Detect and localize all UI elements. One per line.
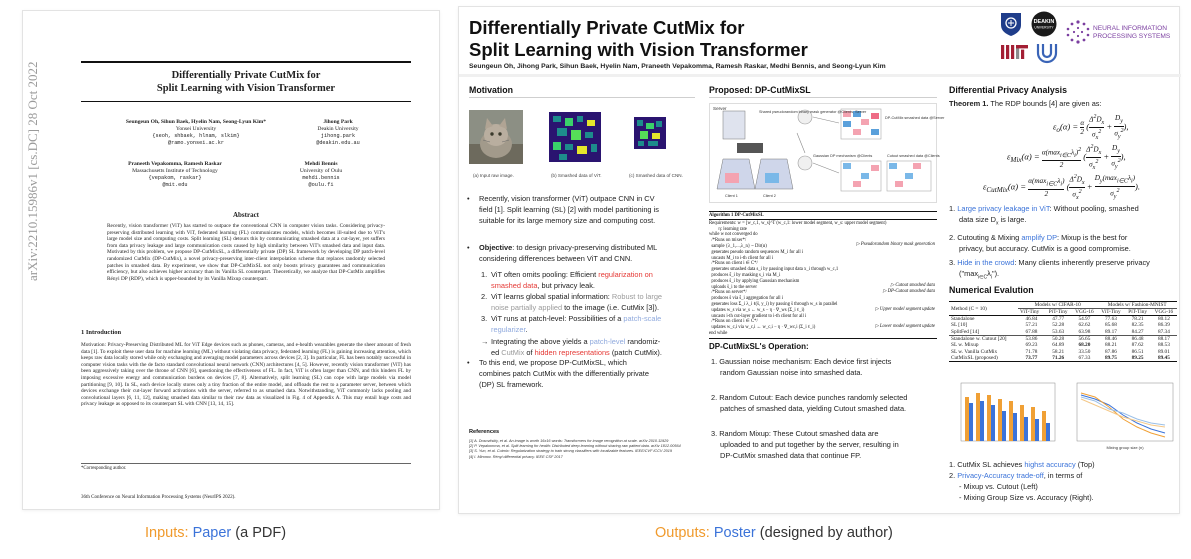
poster-authors: Seungeun Oh, Jihong Park, Sihun Baek, Hyelin Nam, Praneeth Vepakomma, Ramesh Raskar, Medhi Bennis, and Seong-Lyun Kim bbox=[469, 63, 886, 70]
table-row bbox=[949, 335, 1177, 342]
chart-left-frame bbox=[961, 383, 1055, 441]
algorithm-line: uncasts i-th cut-layer gradient to i-th client for all i bbox=[709, 313, 807, 319]
chart-right-frame bbox=[1077, 383, 1173, 441]
deakin-logo-sub: UNIVERSITY bbox=[1034, 25, 1054, 30]
equation-3: $\varepsilon_{CutMix}(\alpha)$ = $\frac{\alpha(\max_{i\in C}\lambda_i)}{2}$ ( $\frac{\Delta^2D_x}{\sigma_x^2}$ + $\frac{D_y(\max_{i\in C}\lambda_i)}{\sigma_y^2}$ ). bbox=[983, 174, 1141, 201]
table-cell: 86.48 bbox=[1131, 335, 1144, 342]
table-group-2: Models w/ Fashion-MNIST bbox=[1097, 302, 1177, 309]
operation-line: uploaded to and put together by the server, resulting in bbox=[720, 440, 899, 449]
equation-2: $\varepsilon_{Mix}(\alpha)$ = $\frac{\alpha(\max_{i\in C}\lambda_i)^2}{2}$ ( $\frac{\Delta^2D_x}{\sigma_x^2}$ + $\frac{D_y}{\sigma_y^2}$ ), bbox=[1007, 144, 1126, 171]
inputs-note: (a PDF) bbox=[235, 525, 287, 541]
table-cell: 68.20 bbox=[1078, 342, 1091, 349]
cat-photo bbox=[469, 110, 523, 164]
author-block-3 bbox=[105, 161, 245, 189]
motivation-bullet-3: • bbox=[467, 358, 470, 367]
algorithm-line: /*Runs on server*/ bbox=[709, 290, 747, 296]
footnote: *Corresponding author. bbox=[81, 463, 411, 471]
r2-pre: 2. bbox=[949, 471, 958, 480]
author-email-domain: @deakin.edu.au bbox=[316, 140, 360, 146]
n1-post: , but privacy leak. bbox=[537, 281, 595, 290]
algorithm-title: Algorithm 1 DP-CutMixSL bbox=[709, 213, 937, 220]
algorithm-line: produces s̃_i by masking s_i via M_i bbox=[709, 272, 781, 278]
table-group-1: Models w/ CIFAR-10 bbox=[1018, 302, 1097, 309]
table-row bbox=[949, 342, 1177, 349]
dp-l3-line2: ("max bbox=[959, 269, 979, 279]
chart-left-bar bbox=[1046, 423, 1050, 441]
neurips-dots-icon bbox=[1065, 19, 1091, 45]
paper-title-line2: Split Learning with Vision Transformer bbox=[156, 83, 336, 94]
author-email-domain: @oulu.fi bbox=[308, 182, 334, 188]
author-block-2 bbox=[303, 119, 373, 147]
algo-note-4: ▷ Upper model segment update bbox=[875, 307, 935, 312]
algorithm-line: uploads ŝ_i to the server bbox=[709, 284, 757, 290]
author-email: {vepakom, raskar} bbox=[148, 175, 202, 181]
outputs-value: Poster bbox=[713, 525, 756, 541]
table-cell: 82.35 bbox=[1131, 322, 1144, 329]
chart-right bbox=[1067, 379, 1177, 451]
abstract-heading: Abstract bbox=[232, 211, 260, 219]
algorithm-line: while w not converged do bbox=[709, 232, 758, 238]
table-row bbox=[949, 322, 1177, 329]
dp-l2-blue: amplify DP bbox=[1021, 233, 1058, 243]
bullet-line: combines patch CutMix with the differentially private bbox=[479, 369, 649, 378]
outputs-note: (designed by author) bbox=[759, 525, 893, 541]
chart-left-bar bbox=[1009, 401, 1013, 441]
table-cell: 87.34 bbox=[1157, 328, 1170, 335]
reference-item: [2] P. Vepakomma, et al. Split learning for health: Distributed deep learning without sharing raw patient data. arXiv 1812.00564 bbox=[469, 444, 681, 449]
numbered-item-3: 3. ViT runs at patch-level: Possibilities of a patch-scale bbox=[481, 314, 662, 323]
dp-l2-line2: privacy, but accuracy. CutMix is a good compromise. bbox=[959, 244, 1131, 254]
table-cell: 88.53 bbox=[1157, 342, 1170, 349]
proposed-diagram bbox=[709, 103, 945, 203]
proposed-heading: Proposed: DP-CutMixSL bbox=[709, 85, 811, 95]
algorithm-line: generates loss Σ_i λ_i ℓ(ŝ, y_i) by passing ŝ through w_s in parallel bbox=[709, 301, 838, 307]
table-cell: 89.25 bbox=[1131, 355, 1144, 362]
table-cell: 86.51 bbox=[1131, 348, 1144, 355]
n1-pre: ViT often omits pooling: Efficient bbox=[491, 270, 599, 279]
motivation-bullet-2-text bbox=[479, 242, 699, 264]
deakin-logo bbox=[1031, 11, 1057, 37]
numbered-list bbox=[481, 269, 699, 358]
n1-red: regularization on bbox=[598, 270, 653, 279]
r2-b: - Mixing Group Size vs. Accuracy (Right). bbox=[959, 493, 1094, 502]
table-cell: 33.50 bbox=[1078, 348, 1091, 355]
table-row bbox=[949, 316, 1177, 323]
caption-b: (b) Smashed data of ViT. bbox=[551, 173, 602, 178]
table-cell: 56.65 bbox=[1078, 335, 1091, 342]
dp-l1-line2b: is large. bbox=[998, 215, 1027, 224]
table-cell: 71.78 bbox=[1025, 348, 1038, 355]
table-cell: 67.33 bbox=[1078, 355, 1091, 362]
dp-l3-blue: Hide in the crowd bbox=[957, 258, 1015, 268]
results-list bbox=[949, 459, 1177, 503]
arrow-gray: CutMix bbox=[501, 348, 525, 357]
references-heading: References bbox=[469, 429, 500, 435]
objective-label: Objective bbox=[479, 243, 513, 252]
bullet-line: (DP) SL framework. bbox=[479, 380, 544, 389]
table-body bbox=[949, 316, 1177, 362]
table-row bbox=[949, 329, 1177, 336]
caption-c: (c) Smashed data of CNN. bbox=[629, 173, 683, 178]
table-cell: 46.84 bbox=[1025, 316, 1038, 323]
dp-l2-pre: 2. Cutouting & Mixing bbox=[949, 233, 1022, 243]
n2-post: to the image (i.e. CutMix [3]). bbox=[562, 303, 660, 312]
diagram-generator-label: Shared pseudorandom binary mask generator @Clients, Server bbox=[759, 110, 867, 114]
chart-left-bar bbox=[969, 403, 973, 441]
table-cell: SplitFed [14] bbox=[951, 328, 980, 335]
author-affil: Deakin University bbox=[317, 126, 359, 132]
arrow-pre: Integrating the above yields a bbox=[491, 337, 590, 346]
algorithm-line: updates w_c,i via w_c,i ← w_c,i − η · ∇_wc,i (Σ_i ℓ_i) bbox=[709, 325, 816, 331]
author-names: Jihong Park bbox=[323, 119, 353, 125]
n3-pre: ViT runs at patch-level: Possibilities of a bbox=[491, 314, 624, 323]
table-col-header: ViT-Tiny bbox=[1101, 309, 1121, 315]
table-cell: 85.68 bbox=[1104, 322, 1117, 329]
diagram-server-label: Server bbox=[713, 106, 727, 111]
poster-title bbox=[469, 17, 808, 61]
algorithm-box bbox=[709, 211, 937, 339]
table-cell: 89.75 bbox=[1104, 355, 1117, 362]
arrow-mid2: ed bbox=[491, 348, 502, 357]
cnn-smashed-heatmap bbox=[634, 117, 666, 149]
reference-item: [1] A. Dosovitskiy, et al. An image is worth 16x16 words: Transformers for image recognition at scale. arXiv 2010.11929 bbox=[469, 439, 669, 443]
inputs-label bbox=[145, 525, 286, 541]
dp-l3-post: : Many clients inherently preserve privacy bbox=[1014, 258, 1150, 268]
operation-line: 1. Gaussian noise mechanism: Each device first injects bbox=[711, 357, 892, 366]
author-email-domain: @ramo.yonsei.ac.kr bbox=[167, 140, 225, 146]
table-col-header: PiT-Tiny bbox=[1048, 309, 1068, 315]
author-block-1 bbox=[111, 119, 281, 147]
bullet-line: field [1]. Split learning (SL) [2] with model partitioning is bbox=[479, 205, 659, 214]
references-list bbox=[469, 439, 695, 460]
caption-a: (a) Input raw image. bbox=[473, 173, 514, 178]
diagram-noise-label: Gaussian DP mechanism @Clients bbox=[813, 154, 873, 158]
table-cell: 88.46 bbox=[1104, 335, 1117, 342]
table-corner: Method (C = 10) bbox=[951, 305, 987, 312]
table-cell: 62.62 bbox=[1078, 322, 1091, 329]
dp-l1-blue: Large privacy leakage in ViT bbox=[957, 204, 1050, 213]
table-cell: 73.77 bbox=[1025, 355, 1038, 362]
arrow-red: hidden representations bbox=[534, 348, 610, 357]
algorithm-line: generates pseudo random sequences M_i for all i bbox=[709, 249, 804, 255]
table-cell: SL w. Vanilla CutMix bbox=[951, 348, 998, 355]
author-email-domain: @mit.edu bbox=[162, 182, 188, 188]
arrow-mid3: of bbox=[524, 348, 535, 357]
motivation-bullet-2: • bbox=[467, 243, 470, 252]
arxiv-stamp: arXiv:2210.15986v1 [cs.DC] 28 Oct 2022 bbox=[25, 61, 40, 281]
algorithm-line: uncasts M_i to i-th client for all i bbox=[709, 255, 774, 261]
chart-left-bar bbox=[1002, 411, 1006, 441]
neurips-line1: NEURAL INFORMATION bbox=[1093, 25, 1167, 32]
table-col-header: VGG-16 bbox=[1154, 309, 1174, 315]
r2-post: , in terms of bbox=[1043, 471, 1083, 480]
motivation-bullet-1: • bbox=[467, 194, 470, 203]
algo-note-5: ▷ Lower model segment update bbox=[875, 324, 935, 329]
reference-item: [3] S. Yun, et al. Cutmix: Regularization strategy to train strong classifiers with localizable features. IEEE/CVF ICCV 2019 bbox=[469, 449, 672, 454]
chart-left-bar bbox=[965, 397, 969, 441]
poster-title-line2: Split Learning with Vision Transformer bbox=[469, 39, 808, 60]
algorithm-line: updates w_s via w_s ← w_s − η · ∇_ws (Σ_i ℓ_i) bbox=[709, 307, 805, 313]
table-cell: 52.28 bbox=[1052, 322, 1065, 329]
table-cell: 58.21 bbox=[1052, 348, 1065, 355]
operation-line: 2. Random Cutout: Each device punches randomly selected bbox=[711, 393, 908, 402]
theorem-text bbox=[949, 98, 1102, 109]
dp-list: 1. Large privacy leakage in ViT: Without pooling, smashed data size $D_x$ is large. 2. Cutouting & Mixing amplify DP: Mixup is the best for privacy, but accuracy. CutMix is a good compromise. 3. Hide in the crowd: Many clients inherently preserve privacy $("\max_{i\in C}\lambda_i")$. bbox=[949, 203, 1177, 284]
deakin-logo-text: DEAKIN bbox=[1033, 19, 1055, 25]
table-cell: 67.88 bbox=[1025, 328, 1038, 335]
motivation-rule bbox=[469, 97, 695, 98]
chart-left-bar bbox=[980, 401, 984, 441]
table-cell: 53.63 bbox=[1052, 328, 1065, 335]
theorem-body: The RDP bounds [4] are given as: bbox=[988, 99, 1102, 108]
n3-blue2: regularizer bbox=[491, 325, 526, 334]
algo-note-1: ▷ Pseudorandom binary mask generation bbox=[856, 242, 935, 247]
table-cell: 89.17 bbox=[1104, 328, 1117, 335]
arrow-item: → Integrating the above yields a patch-level randomiz- bbox=[481, 337, 661, 346]
operation-line: 3. Random Mixup: These Cutout smashed data are bbox=[711, 429, 879, 438]
table-cell: 87.86 bbox=[1104, 348, 1117, 355]
poster-title-line1: Differentially Private CutMix for bbox=[469, 17, 745, 38]
dp-l3-lambda: λ bbox=[987, 269, 991, 279]
author-names: Seungeun Oh, Sihun Baek, Hyelin Nam, Seong-Lyun Kim* bbox=[125, 119, 267, 125]
table-cell: 80.12 bbox=[1157, 316, 1170, 323]
author-affil: Massachusetts Institute of Technology bbox=[132, 168, 218, 174]
n3-post: . bbox=[525, 325, 528, 334]
author-email: mehdi.bennis bbox=[302, 175, 340, 181]
n2-pre: ViT learns global spatial information: bbox=[491, 292, 612, 301]
neurips-line2: PROCESSING SYSTEMS bbox=[1093, 33, 1171, 40]
table-cell: 88.21 bbox=[1104, 342, 1117, 349]
intro-text: Motivation: Privacy-Preserving Distributed ML for ViT Edge devices such as phones, cameras, and e-health wearables generate the sheer amount of fresh data [1]. To exploit these user data for machine learning (ML) without violating data privacy, federated learning (FL) is gaining increasing attention, which keeps raw data locally stored while only exchanging and averaging model parameters across devices [2, 3]. In particular, FL has been notably successful in computer vision tasks with the de facto standard convolutional neural network (CNN) architectures [4, 5]. However, recently vision transformer (ViT) has been aggressively taking over the throne of CNN [6], questioning the effectiveness of FL. In fact, ViT is often larger than CNN, and this hinders FL by imposing excessive energy and communication burdens on devices [7, 8]. Alternatively, split learning (SL) can cope with large models via model partitioning [9, 10]. In SL, each device locally stores only a tiny fraction of the entire model, and offloads the rest to a parameter server, between which devices exchange their cut-layer forward activations with the server, referred to as smashed data. Notwithstanding, ViT commonly lacks pooling and convolutional layers [6, 11, 12], making smashed data similar to their raw data as visualized in Fig. 4 of Appendix A. This may entail huge costs and privacy leakage as opposed to its counterpart SL with CNN [13, 14, 15]. bbox=[81, 342, 411, 408]
algorithm-line: produces ŝ_i by applying Gaussian mechanism bbox=[709, 278, 800, 284]
algo-note-3: ▷ DP-Cutout smashed data bbox=[882, 289, 935, 294]
chart-left-bar bbox=[1013, 413, 1017, 441]
author-email: {seoh, shbaek, hlnam, slkim} bbox=[152, 133, 240, 139]
oulu-logo bbox=[1035, 41, 1059, 63]
conference-note: 36th Conference on Neural Information Processing Systems (NeurIPS 2022). bbox=[81, 495, 236, 500]
numerical-heading: Numerical Evalution bbox=[949, 285, 1034, 295]
dp-l3-pre: 3. bbox=[949, 258, 958, 268]
poster-header-rule bbox=[459, 74, 1181, 77]
abstract-text: Recently, vision transformer (ViT) has started to outpace the conventional CNN in computer vision tasks. Considering privacy-preserving distributed learning with ViT, federated learning (FL) communicates models, which becomes ill-suited due to ViT's large model size and computing costs. Split learning (SL) detours this by communicating smashed data at a cut-layer, yet suffers from data privacy leakage and large communication costs caused by high similarity between ViT's smashed data and input data. Motivated by this problem, we propose DP-CutMixSL, a differentially private (DP) SL framework by developing DP patch-level randomized CutMix (DP-CutMix), a novel privacy-preserving inter-client interpolation scheme that replaces randomly selected patches in smashed data. By experiment, we show that DP-CutMixSL not only boosts privacy guarantees and communication efficiency, but also achieves higher accuracy than its Vanilla SL counterpart. Theoretically, we analyze that DP-CutMix amplifies Rényi DP (RDP), which is upper-bounded by its Vanilla Mixup counterpart. bbox=[107, 223, 385, 282]
table-cell: 53.86 bbox=[1025, 335, 1038, 342]
chart-left-bar bbox=[1035, 419, 1039, 441]
table-cell: 54.97 bbox=[1078, 316, 1091, 323]
algorithm-line: η: learning rate bbox=[709, 226, 747, 232]
equation-1: $\varepsilon_o(\alpha)$ = $\frac{\alpha}{2}$ ( $\frac{\Delta^2D_x}{\sigma_x^2}$ + $\frac{D_y}{\sigma_y^2}$ ), bbox=[1053, 114, 1129, 141]
chart-left bbox=[951, 379, 1059, 451]
table-col-header: PiT-Tiny bbox=[1128, 309, 1147, 315]
chart-left-bar bbox=[976, 393, 980, 441]
arrow-mid1: randomiz- bbox=[625, 337, 661, 346]
title-rule-top bbox=[81, 61, 411, 63]
table-cell: Standalone bbox=[951, 316, 975, 323]
motivation-bullet-1-text bbox=[479, 193, 699, 226]
algo-note-2: ▷ Cutout smashed data bbox=[890, 283, 935, 288]
table-cell: 69.23 bbox=[1025, 342, 1038, 349]
vit-smashed-heatmap bbox=[549, 112, 601, 162]
author-names: Mehdi Bennis bbox=[304, 161, 338, 167]
chart-left-bar bbox=[1042, 411, 1046, 441]
table-cell: 87.62 bbox=[1131, 342, 1144, 349]
algorithm-line: /*Runs on client i ∈ C*/ bbox=[709, 261, 758, 267]
author-block-4 bbox=[281, 161, 361, 189]
motivation-heading: Motivation bbox=[469, 85, 513, 95]
algorithm-lines bbox=[709, 221, 937, 337]
r1-blue: highst accuracy bbox=[1024, 460, 1076, 469]
title-rule-bottom bbox=[81, 101, 411, 102]
author-affil: University of Oulu bbox=[299, 168, 343, 174]
table-cell: 63.98 bbox=[1078, 328, 1091, 335]
operation-heading: DP-CutMixSL's Operation: bbox=[709, 342, 809, 351]
table-cell: 88.17 bbox=[1157, 335, 1170, 342]
dp-l2-post: : Mixup is the best for bbox=[1057, 233, 1128, 243]
n3-blue: patch-scale bbox=[623, 314, 662, 323]
n1-red2: smashed data bbox=[491, 281, 538, 290]
poster-page bbox=[458, 6, 1180, 514]
proposed-rule bbox=[709, 97, 937, 98]
r1-pre: 1. CutMix SL achieves bbox=[949, 460, 1025, 469]
chart-left-bar bbox=[1024, 417, 1028, 441]
dp-heading: Differential Privacy Analysis bbox=[949, 85, 1067, 95]
r2-blue: Privacy-Accuracy trade-off bbox=[957, 471, 1044, 480]
table-cell: 84.27 bbox=[1131, 328, 1144, 335]
section-heading: 1 Introduction bbox=[81, 329, 122, 336]
paper-title bbox=[81, 69, 411, 95]
algorithm-line: /*Runs on client i ∈ C*/ bbox=[709, 319, 758, 325]
outputs-key: Outputs: bbox=[655, 525, 710, 541]
operation-line: patches of smashed data, yielding Cutout smashed data. bbox=[720, 404, 907, 413]
algorithm-line: /*Runs on mixer*/ bbox=[709, 238, 747, 244]
bullet-line: suitable for its large memory size and computing cost. bbox=[479, 216, 656, 225]
bullet-line: To this end, we propose DP-CutMixSL, which bbox=[479, 358, 627, 367]
objective-text-2: considering differences between ViT and CNN. bbox=[479, 254, 633, 263]
author-affil: Yonsei University bbox=[175, 126, 217, 132]
table-cell: 47.77 bbox=[1052, 316, 1065, 323]
table-cell: 57.21 bbox=[1025, 322, 1038, 329]
chart-left-bar bbox=[1031, 407, 1035, 441]
author-email: jihong.park bbox=[320, 133, 356, 139]
arrow-post: (patch CutMix). bbox=[609, 348, 662, 357]
yonsei-logo bbox=[999, 11, 1023, 37]
table-cell: 71.26 bbox=[1052, 355, 1065, 362]
diagram-client2-label: Client 2 bbox=[763, 194, 776, 198]
operation-line: DP-CutMix smashed data that continue FP. bbox=[720, 451, 862, 460]
numbered-item-2: 2. ViT learns global spatial information: Robust to large bbox=[481, 292, 663, 301]
table-cell: SL w. Mixup bbox=[951, 342, 979, 349]
algorithm-line: generates smashed data s_i by passing input data x_i through w_c,1 bbox=[709, 267, 839, 273]
inputs-key: Inputs: bbox=[145, 525, 189, 541]
reference-item: [4] I. Mironov. Rényi differential privacy. IEEE CSF 2017 bbox=[469, 454, 563, 459]
n2-gray2: noise partially applied bbox=[491, 303, 563, 312]
table-cell: Standalone w. Cutout [20] bbox=[951, 335, 1007, 342]
paper-page bbox=[22, 10, 440, 510]
chart-left-bar bbox=[991, 405, 995, 441]
operation-list bbox=[711, 356, 939, 461]
chart-left-bar bbox=[987, 395, 991, 441]
n2-gray: Robust to large bbox=[611, 292, 663, 301]
table-cell: 50.28 bbox=[1052, 335, 1065, 342]
algorithm-line: Requirements: w = [w_c,1, w_s]^T (w_c,1: lower model segment, w_s: upper model segment) bbox=[709, 220, 887, 226]
chart-left-bar bbox=[998, 399, 1002, 441]
motivation-bullet-3-text bbox=[479, 357, 699, 390]
objective-text: : to design privacy-preserving distributed ML bbox=[512, 243, 658, 252]
inputs-value: Paper bbox=[192, 525, 232, 541]
r1-post: (Top) bbox=[1075, 460, 1095, 469]
table-cell: 89.01 bbox=[1157, 348, 1170, 355]
chart-left-bar bbox=[1020, 405, 1024, 441]
table-cell: 78.21 bbox=[1131, 316, 1144, 323]
diagram-client1-label: Client 1 bbox=[725, 194, 738, 198]
diagram-cutmix-label: DP-CutMix smashed data @Server bbox=[885, 116, 945, 120]
numbered-item-1: 1. ViT often omits pooling: Efficient regularization on bbox=[481, 270, 653, 279]
author-names: Praneeth Vepakomma, Ramesh Raskar bbox=[128, 161, 222, 167]
chart-right-xlabel: Mixing group size (n) bbox=[1106, 445, 1144, 450]
results-table bbox=[949, 301, 1177, 362]
table-row bbox=[949, 355, 1177, 362]
dp-l1-post: : Without pooling, smashed bbox=[1049, 204, 1139, 213]
arrow-blue: patch-level bbox=[589, 337, 626, 346]
table-cell: 77.63 bbox=[1104, 316, 1117, 323]
dp-l1-line2: data size D bbox=[959, 215, 996, 224]
table-cell: 64.89 bbox=[1052, 342, 1065, 349]
bullet-line: Recently, vision transformer (ViT) outpace CNN in CV bbox=[479, 194, 655, 203]
algorithm-line: end while bbox=[709, 330, 728, 336]
operation-line: random Gaussian noise into smashed data. bbox=[720, 368, 863, 377]
algorithm-line: produces ŝ via s̃_i aggregation for all i bbox=[709, 296, 784, 302]
table-col-header: VGG-16 bbox=[1075, 309, 1094, 315]
neurips-logo-text bbox=[1093, 25, 1170, 41]
r2-a: - Mixup vs. Cutout (Left) bbox=[959, 482, 1038, 491]
table-cell: 86.39 bbox=[1157, 322, 1170, 329]
table-col-header: ViT-Tiny bbox=[1020, 309, 1040, 315]
outputs-label bbox=[655, 525, 893, 541]
table-cell: 89.45 bbox=[1157, 355, 1170, 362]
table-cell: SL [10] bbox=[951, 322, 968, 329]
diagram-cutout-label: Cutout smashed data @Clients bbox=[887, 154, 940, 158]
mit-logo bbox=[1001, 43, 1029, 61]
theorem-label: Theorem 1. bbox=[949, 99, 989, 108]
dp-l3-close: "). bbox=[991, 269, 1000, 279]
table-cell: CutMixSL (proposed) bbox=[951, 355, 998, 362]
paper-title-line1: Differentially Private CutMix for bbox=[171, 70, 321, 81]
algorithm-line: sample {λ_1,...,λ_n} ~ Dir(α) bbox=[709, 243, 767, 249]
